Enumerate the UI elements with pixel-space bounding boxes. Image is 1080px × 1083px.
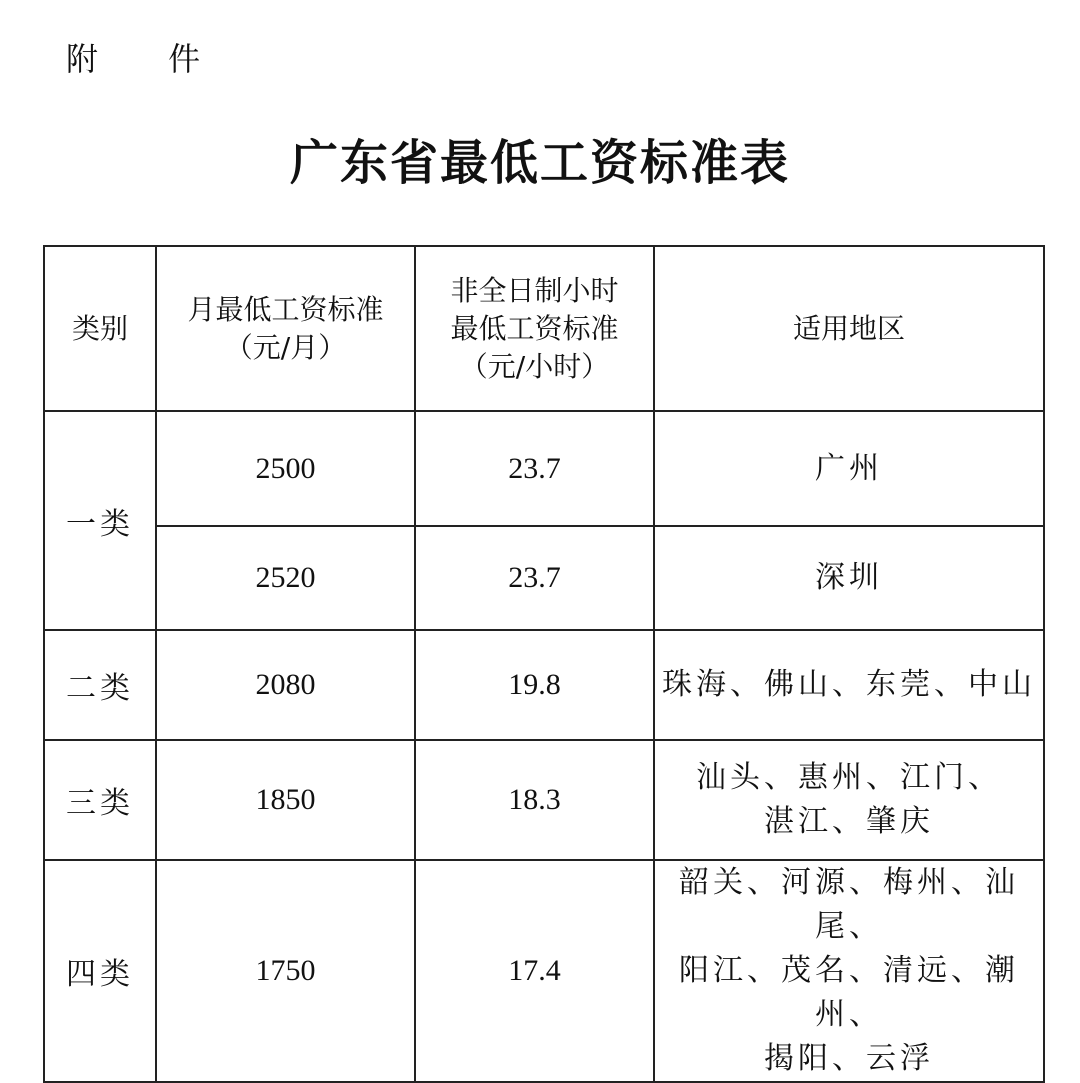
hourly-cell: 18.3	[415, 740, 654, 860]
region-cell: 珠海、佛山、东莞、中山	[654, 630, 1044, 740]
region-cell: 汕头、惠州、江门、 湛江、肇庆	[654, 740, 1044, 860]
monthly-cell: 1750	[156, 860, 415, 1082]
hourly-cell: 17.4	[415, 860, 654, 1082]
header-category: 类别	[44, 246, 156, 411]
category-cell: 二类	[44, 630, 156, 740]
table-header-row	[44, 246, 1044, 411]
monthly-cell: 2520	[156, 526, 415, 630]
table-row	[44, 526, 1044, 630]
region-cell: 深圳	[654, 526, 1044, 630]
category-cell: 一类	[44, 411, 156, 630]
region-cell: 韶关、河源、梅州、汕尾、 阳江、茂名、清远、潮州、 揭阳、云浮	[654, 860, 1044, 1082]
region-cell: 广州	[654, 411, 1044, 526]
table-row	[44, 860, 1044, 1082]
table-row	[44, 411, 1044, 526]
document-title: 广东省最低工资标准表	[289, 135, 790, 191]
monthly-cell: 2500	[156, 411, 415, 526]
header-hourly: 非全日制小时 最低工资标准 （元/小时）	[415, 246, 654, 411]
monthly-cell: 1850	[156, 740, 415, 860]
category-cell: 四类	[44, 860, 156, 1082]
table-row	[44, 630, 1044, 740]
hourly-cell: 19.8	[415, 630, 654, 740]
header-monthly: 月最低工资标准 （元/月）	[156, 246, 415, 411]
attachment-label: 附 件	[66, 40, 231, 78]
header-region: 适用地区	[654, 246, 1044, 411]
table-row	[44, 740, 1044, 860]
hourly-cell: 23.7	[415, 526, 654, 630]
monthly-cell: 2080	[156, 630, 415, 740]
minimum-wage-table	[43, 245, 1045, 1083]
category-cell: 三类	[44, 740, 156, 860]
hourly-cell: 23.7	[415, 411, 654, 526]
